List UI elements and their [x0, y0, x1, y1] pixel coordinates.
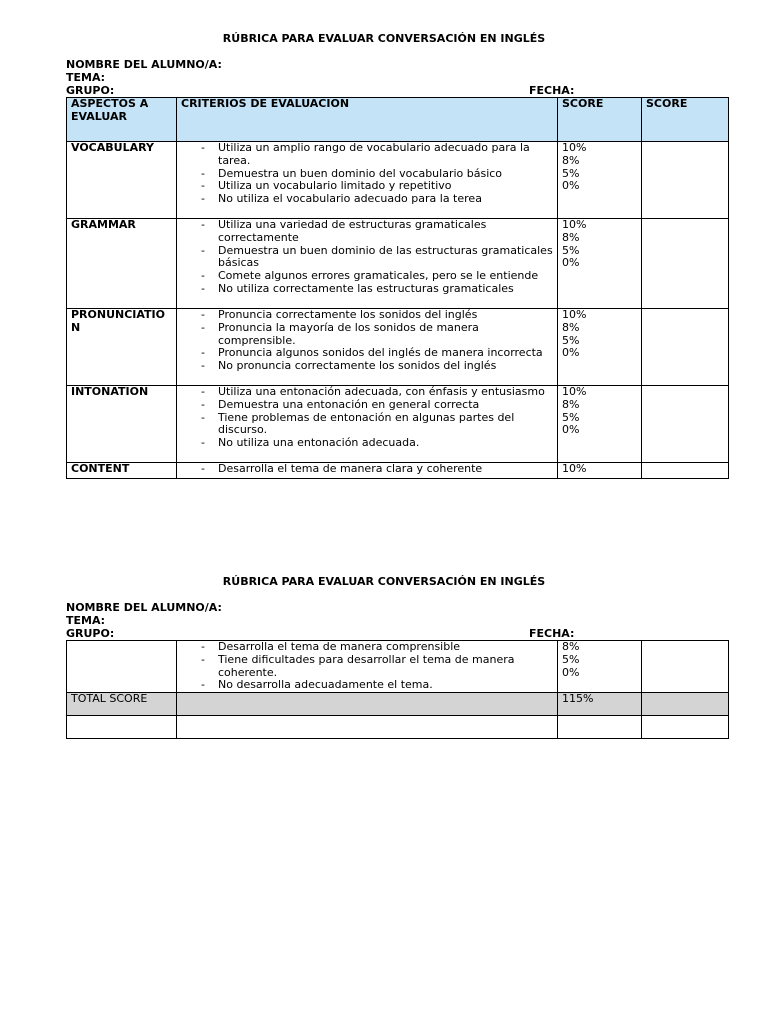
topic-label: TEMA:: [66, 614, 106, 627]
aspect-label: PRONUNCIATION: [67, 309, 177, 386]
group-date-line: [66, 627, 728, 640]
score-input-cell[interactable]: [642, 386, 729, 463]
aspect-label: CONTENT: [67, 463, 177, 479]
criterion-item: - Tiene dificultades para desarrollar el tema de manera coherente.: [181, 654, 553, 680]
header-aspects: ASPECTOS A EVALUAR: [67, 98, 177, 142]
criterion-item: - Desarrolla el tema de manera comprensible: [181, 641, 553, 654]
page-title: RÚBRICA PARA EVALUAR CONVERSACIÓN EN INGLÉS: [222, 32, 546, 45]
student-info-header-2: [66, 601, 728, 640]
criteria-cell: [177, 386, 558, 463]
aspect-label: GRAMMAR: [67, 219, 177, 309]
criterion-item: - No utiliza una entonación adecuada.: [181, 437, 553, 450]
score-value: 5%: [562, 410, 580, 424]
score-value: 8%: [562, 230, 580, 244]
criterion-item: - Demuestra un buen dominio del vocabulario básico: [181, 168, 553, 181]
score-value: 8%: [562, 640, 580, 653]
aspect-label-empty: [67, 641, 177, 693]
score-input-cell[interactable]: [642, 142, 729, 219]
student-name-label: NOMBRE DEL ALUMNO/A:: [66, 58, 222, 71]
table-row-grammar: [67, 219, 729, 309]
header-criteria: CRITERIOS DE EVALUACION: [177, 98, 558, 142]
score-value: 10%: [562, 218, 587, 231]
group-label: GRUPO:: [66, 627, 115, 640]
criterion-item: - Utiliza un vocabulario limitado y repetitivo: [181, 180, 553, 193]
score-value: 10%: [562, 462, 587, 475]
score-value: 0%: [562, 423, 580, 437]
group-label: GRUPO:: [66, 84, 115, 97]
score-value: 8%: [562, 397, 580, 411]
score-value: 5%: [562, 166, 580, 180]
criteria-cell: [177, 463, 558, 479]
date-label: FECHA:: [529, 627, 575, 640]
criterion-item: - No utiliza correctamente las estructuras gramaticales: [181, 283, 553, 296]
score-cell: [558, 219, 642, 309]
score-value: 0%: [562, 346, 580, 360]
criteria-cell: [177, 641, 558, 693]
table-row-content: [67, 463, 729, 479]
student-name-label: NOMBRE DEL ALUMNO/A:: [66, 601, 222, 614]
criterion-item: - Utiliza un amplio rango de vocabulario adecuado para la tarea.: [181, 142, 553, 168]
score-value: 8%: [562, 320, 580, 334]
aspect-label: INTONATION: [67, 386, 177, 463]
criterion-item: - No utiliza el vocabulario adecuado para la terea: [181, 193, 553, 206]
date-label: FECHA:: [529, 84, 575, 97]
score-input-cell[interactable]: [642, 641, 729, 693]
score-input-cell[interactable]: [642, 219, 729, 309]
score-value: 10%: [562, 141, 587, 154]
table-row-empty: [67, 716, 729, 739]
criterion-item: - No desarrolla adecuadamente el tema.: [181, 679, 553, 692]
score-value: 0%: [562, 665, 580, 679]
empty-cell[interactable]: [177, 716, 558, 739]
table-header-row: [67, 98, 729, 142]
criterion-item: - Demuestra un buen dominio de las estructuras gramaticales básicas: [181, 245, 553, 271]
score-value: 5%: [562, 652, 580, 666]
empty-cell[interactable]: [67, 716, 177, 739]
score-value: 0%: [562, 256, 580, 270]
score-cell: [558, 463, 642, 479]
header-score-2: SCORE: [642, 98, 729, 142]
header-score: SCORE: [558, 98, 642, 142]
total-score-label: TOTAL SCORE: [67, 693, 177, 716]
score-value: 10%: [562, 308, 587, 321]
rubric-table: [66, 97, 729, 479]
score-input-cell[interactable]: [642, 309, 729, 386]
criterion-item: - Desarrolla el tema de manera clara y coherente: [181, 463, 553, 476]
empty-cell[interactable]: [642, 716, 729, 739]
table-row-vocabulary: [67, 142, 729, 219]
table-row-pronunciation: [67, 309, 729, 386]
total-criteria-cell: [177, 693, 558, 716]
score-cell: [558, 142, 642, 219]
criterion-item: - Pronuncia algunos sonidos del inglés de manera incorrecta: [181, 347, 553, 360]
criteria-cell: [177, 309, 558, 386]
score-cell: [558, 309, 642, 386]
score-value: 0%: [562, 179, 580, 193]
total-score-value: 115%: [558, 693, 642, 716]
rubric-table-continued: [66, 640, 729, 739]
score-input-cell[interactable]: [642, 463, 729, 479]
group-date-line: [66, 84, 728, 97]
criteria-cell: [177, 219, 558, 309]
table-row-content-continued: [67, 641, 729, 693]
score-value: 8%: [562, 153, 580, 167]
score-value: 10%: [562, 385, 587, 398]
topic-label: TEMA:: [66, 71, 106, 84]
criterion-item: - Demuestra una entonación en general correcta: [181, 399, 553, 412]
criterion-item: - No pronuncia correctamente los sonidos del inglés: [181, 360, 553, 373]
criterion-item: - Tiene problemas de entonación en algunas partes del discurso.: [181, 412, 553, 438]
aspect-label: VOCABULARY: [67, 142, 177, 219]
table-row-total: [67, 693, 729, 716]
score-cell: [558, 386, 642, 463]
criteria-cell: [177, 142, 558, 219]
criterion-item: - Comete algunos errores gramaticales, pero se le entiende: [181, 270, 553, 283]
empty-cell[interactable]: [558, 716, 642, 739]
score-cell: [558, 641, 642, 693]
page-title-2: RÚBRICA PARA EVALUAR CONVERSACIÓN EN INGLÉS: [222, 575, 546, 588]
score-value: 5%: [562, 243, 580, 257]
criterion-item: - Utiliza una variedad de estructuras gramaticales correctamente: [181, 219, 553, 245]
criterion-item: - Utiliza una entonación adecuada, con énfasis y entusiasmo: [181, 386, 553, 399]
score-value: 5%: [562, 333, 580, 347]
student-info-header: [66, 58, 728, 97]
total-score-input-cell[interactable]: [642, 693, 729, 716]
criterion-item: - Pronuncia la mayoría de los sonidos de manera comprensible.: [181, 322, 553, 348]
criterion-item: - Pronuncia correctamente los sonidos del inglés: [181, 309, 553, 322]
table-row-intonation: [67, 386, 729, 463]
